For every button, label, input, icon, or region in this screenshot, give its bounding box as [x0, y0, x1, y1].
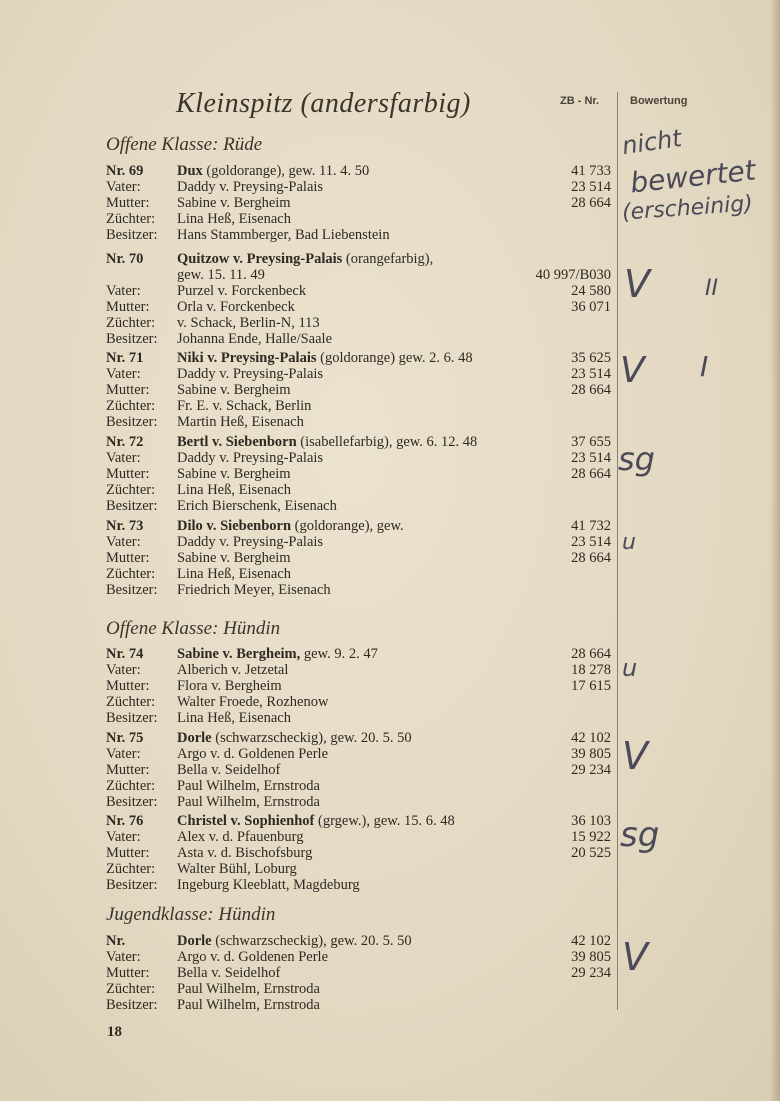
handwritten-note: bewertet	[628, 153, 758, 200]
entry-title-row: Nr. 70 Quitzow v. Preysing-Palais (orangefarbig),	[106, 251, 434, 267]
breeder-row: Züchter: Paul Wilhelm, Ernstroda	[106, 778, 320, 794]
mother-row: Mutter: Orla v. Forckenbeck 36 071	[106, 299, 611, 315]
handwritten-grade: sg	[618, 440, 655, 478]
breeder-row: Züchter: Walter Froede, Rozhenow	[106, 694, 329, 710]
father-name: Daddy v. Preysing-Palais	[177, 179, 324, 195]
father-row: Vater: Purzel v. Forckenbeck 24 580	[106, 283, 611, 299]
breeder-row: Züchter: Lina Heß, Eisenach	[106, 482, 291, 498]
entry-title-row: Nr. 72 Bertl v. Siebenborn (isabellefarbig), gew. 6. 12. 48 37 655	[106, 434, 611, 450]
father-row: Vater: Daddy v. Preysing-Palais 23 514	[106, 179, 611, 195]
section-heading: Offene Klasse: Hündin	[106, 618, 281, 639]
handwritten-placement: I	[700, 350, 709, 383]
breeder-row: Züchter: Fr. E. v. Schack, Berlin	[106, 398, 312, 414]
handwritten-grade: V	[620, 350, 645, 391]
section-heading: Offene Klasse: Rüde	[106, 134, 263, 155]
father-row: Vater: Argo v. d. Goldenen Perle 39 805	[106, 746, 611, 762]
handwritten-placement: II	[705, 276, 718, 301]
entry-title-row: Nr. Dorle (schwarzscheckig), gew. 20. 5. 50 42 102	[106, 933, 611, 949]
breeder-row: Züchter: Walter Bühl, Loburg	[106, 861, 297, 877]
mother-name: Sabine v. Bergheim	[177, 195, 291, 211]
bewertung-column-header: Bowertung	[630, 95, 688, 107]
handwritten-grade: u	[622, 530, 636, 555]
owner-row: Besitzer: Paul Wilhelm, Ernstroda	[106, 794, 320, 810]
page-number: 18	[107, 1024, 122, 1040]
column-divider	[617, 92, 618, 1010]
breeder-row: Züchter: Paul Wilhelm, Ernstroda	[106, 981, 320, 997]
entry-title-row: Nr. 74 Sabine v. Bergheim, gew. 9. 2. 47 28 664	[106, 646, 611, 662]
entry-number: Nr. 69	[106, 163, 144, 179]
owner-row: Besitzer: Ingeburg Kleeblatt, Magdeburg	[106, 877, 360, 893]
handwritten-grade: u	[622, 654, 638, 682]
mother-row: Mutter: Asta v. d. Bischofsburg 20 525	[106, 845, 611, 861]
handwritten-note: (erscheinig)	[621, 191, 754, 226]
zb-nr-column-header: ZB - Nr.	[560, 95, 600, 107]
entry-title-row: Nr. 76 Christel v. Sophienhof (grgew.), gew. 15. 6. 48 36 103	[106, 813, 611, 829]
mother-row: Mutter: Sabine v. Bergheim 28 664	[106, 550, 611, 566]
breeder-row: Züchter: v. Schack, Berlin-N, 113	[106, 315, 320, 331]
handwritten-grade: V	[624, 262, 650, 306]
dog-desc: (goldorange), gew. 11. 4. 50	[202, 163, 370, 179]
owner-row: Besitzer: Paul Wilhelm, Ernstroda	[106, 997, 320, 1013]
father-row: Vater: Argo v. d. Goldenen Perle 39 805	[106, 949, 611, 965]
zb-number: 28 664	[571, 195, 611, 211]
breeder-row: Züchter: Lina Heß, Eisenach	[106, 211, 291, 227]
handwritten-note: nicht	[620, 123, 684, 161]
owner-row: Besitzer: Erich Bierschenk, Eisenach	[106, 498, 337, 514]
mother-row: Mutter: Flora v. Bergheim 17 615	[106, 678, 611, 694]
page-edge	[770, 0, 780, 1101]
owner-row: Besitzer: Johanna Ende, Halle/Saale	[106, 331, 333, 347]
owner-row: Besitzer: Lina Heß, Eisenach	[106, 710, 291, 726]
father-row: Vater: Alberich v. Jetzetal 18 278	[106, 662, 611, 678]
entry-title-row	[106, 163, 611, 179]
father-row: Vater: Daddy v. Preysing-Palais 23 514	[106, 450, 611, 466]
zb-number: 41 733	[571, 163, 611, 179]
handwritten-grade: sg	[620, 815, 660, 855]
dog-desc: (orangefarbig),	[342, 251, 434, 267]
zb-number: 40 997/B030	[535, 267, 611, 283]
owner-row: Besitzer: Martin Heß, Eisenach	[106, 414, 304, 430]
father-row: Vater: Alex v. d. Pfauenburg 15 922	[106, 829, 611, 845]
owner-name: Hans Stammberger, Bad Liebenstein	[177, 227, 390, 243]
dog-name: Dux	[177, 163, 203, 179]
entry-title-row: Nr. 73 Dilo v. Siebenborn (goldorange), gew. 41 732	[106, 518, 611, 534]
mother-row: Mutter: Sabine v. Bergheim 28 664	[106, 466, 611, 482]
handwritten-grade: V	[622, 935, 648, 979]
entry-title-row: Nr. 75 Dorle (schwarzscheckig), gew. 20. 5. 50 42 102	[106, 730, 611, 746]
mother-row: Mutter: Bella v. Seidelhof 29 234	[106, 762, 611, 778]
owner-row: Besitzer: Friedrich Meyer, Eisenach	[106, 582, 331, 598]
page-title: Kleinspitz (andersfarbig)	[176, 88, 471, 119]
zb-number: 23 514	[571, 179, 611, 195]
mother-row: Mutter: Bella v. Seidelhof 29 234	[106, 965, 611, 981]
entry-title-row-2	[106, 267, 611, 283]
mother-row: Mutter: Sabine v. Bergheim 28 664	[106, 382, 611, 398]
handwritten-grade: V	[622, 734, 648, 778]
dog-name: Quitzow v. Preysing-Palais	[177, 251, 343, 267]
breeder-name: Lina Heß, Eisenach	[177, 211, 291, 227]
entry-title-row: Nr. 71 Niki v. Preysing-Palais (goldorange) gew. 2. 6. 48 35 625	[106, 350, 611, 366]
dog-desc: gew. 15. 11. 49	[177, 267, 265, 283]
owner-row: Besitzer: Hans Stammberger, Bad Liebenstein	[106, 227, 390, 243]
breeder-row: Züchter: Lina Heß, Eisenach	[106, 566, 291, 582]
father-row: Vater: Daddy v. Preysing-Palais 23 514	[106, 534, 611, 550]
mother-row: Mutter: Sabine v. Bergheim 28 664	[106, 195, 611, 211]
father-row: Vater: Daddy v. Preysing-Palais 23 514	[106, 366, 611, 382]
section-heading: Jugendklasse: Hündin	[106, 904, 276, 925]
